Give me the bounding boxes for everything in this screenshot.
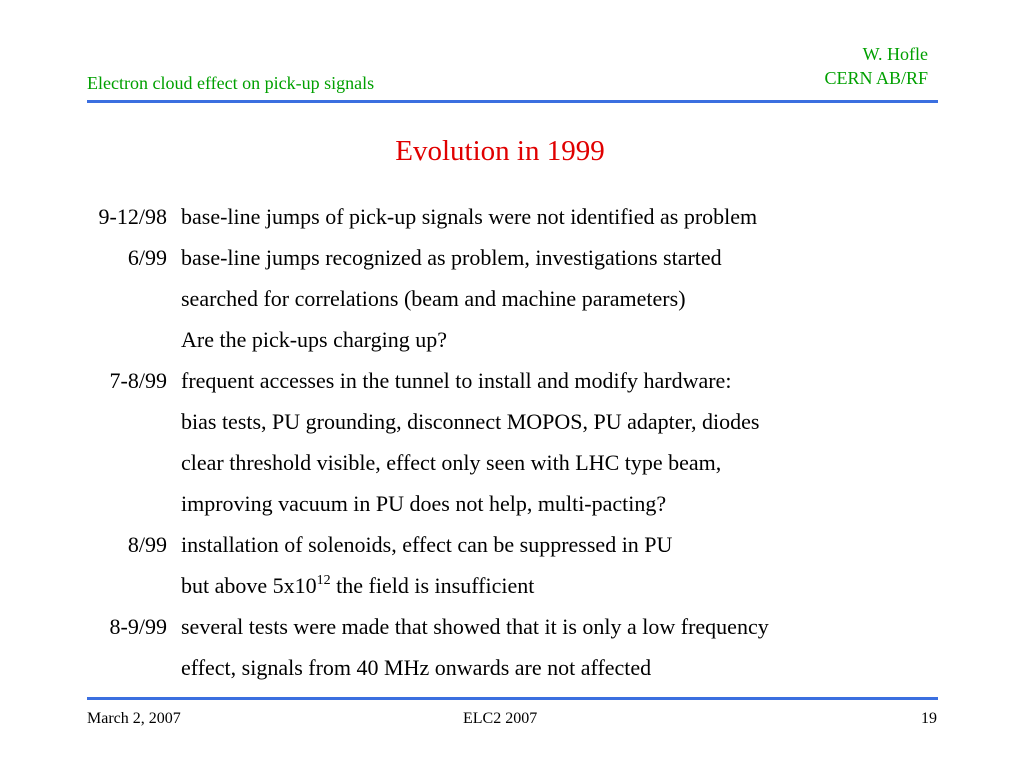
timeline-entry (84, 319, 964, 360)
entry-date: 7-8/99 (109, 368, 167, 393)
timeline-entry (84, 606, 964, 647)
entry-text: clear threshold visible, effect only seen with LHC type beam, (181, 450, 722, 475)
footer-event: ELC2 2007 (463, 710, 538, 727)
entry-text-before: but above 5x10 (181, 573, 317, 598)
timeline-entry (84, 647, 964, 688)
entry-text: effect, signals from 40 MHz onwards are not affected (181, 655, 652, 680)
timeline-entry (84, 442, 964, 483)
timeline-entry (84, 565, 964, 606)
timeline-entry (84, 360, 964, 401)
entry-text (181, 565, 534, 606)
timeline-entry (84, 196, 964, 237)
entry-text: several tests were made that showed that it is only a low frequency (181, 614, 769, 639)
author-affiliation: CERN AB/RF (824, 68, 928, 88)
presentation-title: Electron cloud effect on pick-up signals (87, 73, 375, 93)
entry-date: 8-9/99 (109, 614, 167, 639)
entry-text: frequent accesses in the tunnel to install and modify hardware: (181, 368, 732, 393)
header-divider (87, 100, 938, 103)
entry-text-after: the field is insufficient (330, 573, 535, 598)
timeline-entry (84, 524, 964, 565)
entry-date: 9-12/98 (98, 204, 167, 229)
entry-date: 6/99 (127, 245, 167, 270)
entry-text: Are the pick-ups charging up? (181, 327, 447, 352)
timeline-entry (84, 483, 964, 524)
entry-text: base-line jumps of pick-up signals were not identified as problem (181, 204, 758, 229)
entry-date: 8/99 (127, 532, 167, 557)
page-number: 19 (921, 710, 937, 727)
author-block (824, 42, 928, 90)
timeline-list (84, 196, 964, 688)
footer-divider (87, 697, 938, 700)
timeline-entry (84, 401, 964, 442)
timeline-entry (84, 237, 964, 278)
slide-title: Evolution in 1999 (395, 135, 605, 167)
exponent-superscript: 12 (316, 573, 331, 588)
entry-text: base-line jumps recognized as problem, investigations started (181, 245, 722, 270)
entry-text: bias tests, PU grounding, disconnect MOPOS, PU adapter, diodes (181, 409, 760, 434)
entry-text: improving vacuum in PU does not help, multi-pacting? (181, 491, 667, 516)
entry-text: searched for correlations (beam and machine parameters) (181, 286, 686, 311)
entry-text: installation of solenoids, effect can be suppressed in PU (181, 532, 673, 557)
author-name: W. Hofle (862, 44, 928, 64)
timeline-entry (84, 278, 964, 319)
footer-date: March 2, 2007 (87, 710, 181, 727)
